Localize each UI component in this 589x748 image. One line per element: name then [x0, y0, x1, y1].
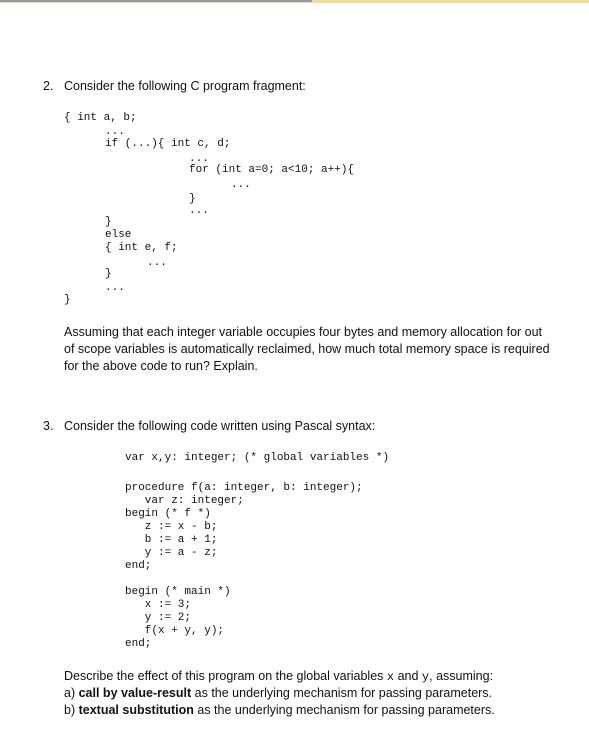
code-line: } [105, 268, 112, 280]
code-line: y := 2; [125, 612, 192, 624]
var-x: x [386, 670, 395, 684]
question-3-prompt: Consider the following code written using Pascal syntax: [64, 419, 376, 433]
code-line: } [189, 193, 196, 205]
part-b-label: b) [64, 703, 76, 717]
part-a-label: a) [64, 686, 76, 700]
code-line: { int e, f; [105, 242, 178, 254]
part-a-mechanism: call by value-result [78, 686, 192, 700]
code-line: else [105, 229, 132, 241]
question-2-line: for the above code to run? Explain. [64, 359, 258, 373]
code-line: ... [231, 179, 251, 191]
code-globals: var x,y: integer; (* global variables *) [125, 452, 390, 464]
question-2-number: 2. [43, 79, 54, 93]
code-line: b := a + 1; [125, 534, 218, 546]
code-line: x := 3; [125, 599, 192, 611]
code-line: ... [189, 205, 209, 217]
code-line: z := x - b; [125, 521, 218, 533]
question-2-prompt: Consider the following C program fragment: [64, 79, 306, 93]
question-2-text [64, 324, 569, 375]
question-2-line: of scope variables is automatically reclaimed, how much total memory space is required [64, 342, 550, 356]
code-line: begin (* f *) [125, 508, 211, 520]
part-a-rest: as the underlying mechanism for passing parameters. [194, 686, 493, 700]
question-2-line: Assuming that each integer variable occupies four bytes and memory allocation for out [64, 325, 543, 339]
code-line: { int a, b; [64, 112, 137, 124]
question-3-part-b [64, 702, 569, 719]
code-line: ... [189, 153, 209, 165]
and-word: and [397, 669, 419, 683]
question-3-number: 3. [43, 419, 54, 433]
top-rule [0, 0, 312, 2]
code-line: y := a - z; [125, 547, 218, 559]
code-line: for (int a=0; a<10; a++){ [189, 164, 355, 176]
code-line: ... [105, 126, 125, 138]
question-3-describe-line [64, 668, 569, 685]
part-b-mechanism: textual substitution [78, 703, 194, 717]
code-line: } [64, 294, 71, 306]
code-line: end; [125, 638, 152, 650]
var-y: y [421, 670, 430, 684]
code-line: var z: integer; [125, 495, 244, 507]
code-line: end; [125, 560, 152, 572]
code-line: } [105, 216, 112, 228]
describe-prefix: Describe the effect of this program on the global variables [64, 669, 384, 683]
code-line: ... [105, 282, 125, 294]
code-line: procedure f(a: integer, b: integer); [125, 482, 363, 494]
question-3-text [64, 668, 569, 719]
code-line: if (...){ int c, d; [105, 138, 231, 150]
code-line: f(x + y, y); [125, 625, 225, 637]
code-line: begin (* main *) [125, 586, 231, 598]
part-b-rest: as the underlying mechanism for passing parameters. [197, 703, 495, 717]
code-line: ... [147, 257, 167, 269]
question-3-part-a [64, 685, 569, 702]
assuming-text: , assuming: [429, 669, 494, 683]
